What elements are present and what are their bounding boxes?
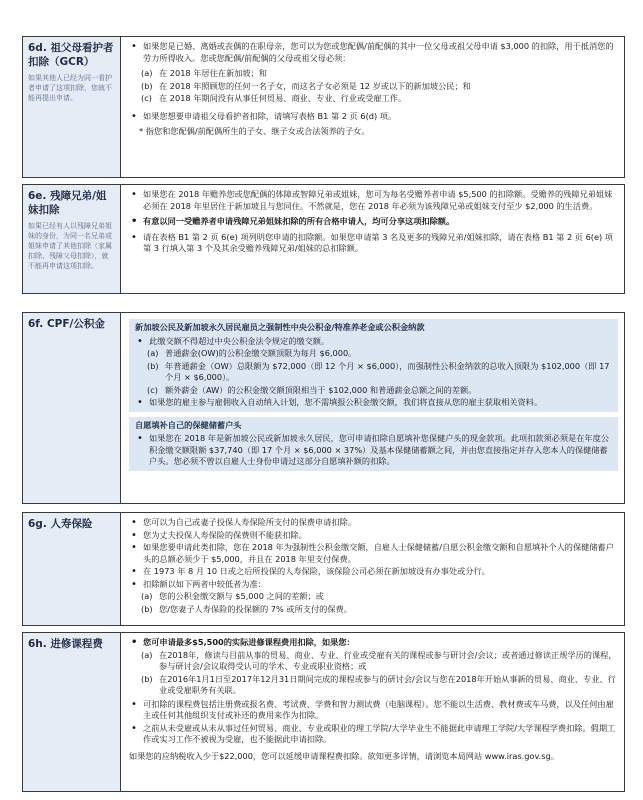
cpf-sub-b — [135, 361, 613, 384]
condition-label: (c) — [141, 93, 152, 103]
section-6g-body — [129, 517, 618, 616]
condition-label: (a) — [141, 68, 153, 78]
section-6e-handicapped-sibling-relief — [22, 184, 625, 294]
cpf-mandatory-contributions-box — [129, 319, 618, 412]
section-6g-bullet-4: • 在 1973 年 8 月 10 日或之后所投保的人寿保险，该保险公司必须在新加坡设有办事处或分行。 — [129, 566, 618, 578]
section-6g-bullet-3: • 如果您要申请此类扣除，您在 2018 年为强制性公积金缴交额，自雇人士保健储蓄/自愿公积金缴交额和自愿填补个人的保健储蓄户头的总额必须少于 $5,000，并且在 2018 年里支付保费。 — [129, 542, 618, 565]
section-6d-header-cell — [23, 37, 121, 177]
section-6h-header-cell — [23, 633, 121, 791]
section-6h-sub-b — [129, 674, 618, 697]
section-6e-bullet-3: • 请在表格 B1 第 2 页 6(e) 项列明您申请的扣除额。如果您申请第 3 名及更多的残障兄弟/姐妹扣除，请在表格 B1 第 2 页 6(e) 项第 3 行填入第 3 个及其余受赡养残障兄弟/姐妹的总扣除额。 — [129, 232, 618, 255]
sub-label: (a) — [141, 649, 153, 660]
sub-text: 在2016年1月1日至2017年12月31日期间完成的课程或参与的研讨会/会议与您在2018年开始从事新的贸易、商业、专业、行业或受雇职务有关联。 — [159, 673, 616, 695]
section-6g-title: 6g. 人寿保险 — [28, 518, 93, 530]
medisave-box-title: 自愿填补自己的保健储蓄户头 — [135, 419, 242, 430]
section-6e-title: 6e. 残障兄弟/姐妹扣除 — [28, 190, 107, 216]
cpf-sub-a — [135, 348, 613, 360]
cpf-box-bullet-1: • 此缴交额不得超过中央公积金法令规定的缴交额。 — [135, 336, 613, 348]
section-6f-title: 6f. CPF/公积金 — [28, 318, 105, 330]
cpf-box-bullet-2: • 如果您的雇主参与雇佣收入自动纳入计划，您不需填报公积金缴交额，我们将直接从您的雇主获取相关资料。 — [135, 397, 613, 409]
section-6g-life-insurance — [22, 512, 625, 626]
sub-label: (b) — [141, 603, 153, 614]
section-6d-body — [129, 41, 618, 142]
section-6f-header-cell — [23, 313, 121, 503]
condition-text: 在 2018 年照顾您的任何一名子女，而这名子女必须是 12 岁或以下的新加坡公民；和 — [159, 80, 471, 91]
section-6d-note: 如果其他人已经为同一看护者申请了这项扣除，您就不能再提出申请。 — [28, 74, 112, 102]
condition-label: (b) — [141, 80, 153, 91]
cpf-sub-c — [135, 385, 613, 397]
section-6g-header-cell — [23, 513, 121, 625]
section-6d-title: 6d. 祖父母看护者扣除（GCR） — [28, 42, 114, 68]
section-6h-sub-a — [129, 650, 618, 673]
sub-label: (a) — [141, 591, 153, 601]
sub-text: 年普通薪金（OW）总限额为 $72,000（即 12 个月 × $6,000），而强制性公积金纳款的总收入顶限为 $102,000（即 17 个月 × $6,000）。 — [165, 360, 610, 382]
section-6d-condition-a — [129, 68, 618, 80]
section-6g-bullet-1: • 您可以为自己或妻子投保人寿保险所支付的保费申请扣除。 — [129, 517, 618, 529]
section-6d-condition-c — [129, 93, 618, 105]
medisave-top-up-box — [129, 417, 618, 471]
section-6d-condition-b — [129, 81, 618, 93]
section-6d-intro: • 如果您是已婚、离婚或丧偶的在职母亲，您可以为您或您配偶/前配偶的其中一位父母或祖父母申请 $3,000 的扣除，用于抵消您的劳力所得收入。您或您配偶/前配偶的父母或祖父母必须： — [129, 41, 618, 64]
section-6h-title: 6h. 进修课程费 — [28, 638, 103, 650]
section-6e-body — [129, 189, 618, 259]
section-6f-body — [129, 319, 618, 474]
cpf-box-title: 新加坡公民及新加坡永久居民雇员之强制性中央公积金/特准养老金或公积金纳款 — [135, 322, 425, 332]
section-6h-bullet-3: • 之前从未受雇或从未从事过任何贸易、商业、专业或职业的理工学院/大学毕业生不能据此申请理工学院/大学课程学费扣除。假期工作或实习工作不被视为受雇，也不能据此申请扣除。 — [129, 723, 618, 746]
section-6e-bullet-2: • 有意以同一受赡养者申请残障兄弟姐妹扣除的所有合格申请人，均可分享这项扣除额。 — [129, 216, 618, 228]
section-6h-bullet-2: • 可扣除的课程费包括注册费或报名费、考试费、学费和智力测试费（电脑课程）。您不能以生活费、教材费或车马费，以及任何由雇主或任何其他组织支付或补还的费用来作为扣除。 — [129, 699, 618, 722]
section-6e-bullet-1: • 如果您在 2018 年赡养您或您配偶的体障或智障兄弟或姐妹，您可为每名受赡养者申请 $5,500 的扣除额。受赡养的残障兄弟姐妹必须在 2018 年里居住于新加坡且与您同住。不然就是，您在 2018 年必须为该残障兄弟或姐妹支付至少 $2,000 的生活费。 — [129, 189, 618, 212]
section-6d-footnote: * 指您和您配偶/前配偶所生的子女、继子女或合法领养的子女。 — [139, 126, 370, 136]
sub-label: (b) — [141, 673, 153, 684]
condition-text: 在 2018 年居住在新加坡；和 — [159, 68, 267, 78]
section-6h-course-fees — [22, 632, 625, 792]
section-6h-bullet-1: • 您可申请最多$5,500的实际进修课程费用扣除，如果您： — [129, 637, 618, 649]
sub-label: (c) — [147, 384, 158, 395]
section-6h-body — [129, 637, 618, 766]
section-6g-bullet-2: • 您为丈夫投保人寿保险的保费则不能获扣除。 — [129, 530, 618, 542]
sub-text: 您的公积金缴交额与 $5,000 之间的差额；或 — [159, 591, 324, 601]
section-6f-cpf — [22, 312, 625, 504]
section-6g-sub-b — [129, 604, 618, 616]
sub-label: (a) — [147, 348, 159, 358]
sub-text: 您/您妻子人寿保险的投保额的 7% 或所支付的保费。 — [159, 603, 352, 614]
sub-label: (b) — [147, 360, 159, 371]
section-6e-header-cell — [23, 185, 121, 293]
sub-text: 额外薪金（AW）的公积金缴交额顶限相当于 $102,000 和普通薪金总额之间的差额。 — [165, 384, 477, 395]
section-6d-form-instruction: • 如果您想要申请祖父母看护者扣除，请填写表格 B1 第 2 页 6(d) 项。 — [129, 111, 618, 123]
sub-text: 普通薪金(OW)的公积金缴交额顶限为每月 $6,000。 — [165, 348, 357, 358]
sub-text: 在2018年，修读与目前从事的贸易、商业、专业、行业或受雇有关的课程或参与研讨会/会议；或者通过修读正规学历的课程，参与研讨会/会议取得受认可的学术、专业或职业资格；或 — [159, 649, 617, 671]
section-6d-grandparent-caregiver-relief — [22, 36, 625, 178]
medisave-box-bullet: • 如果您在 2018 年是新加坡公民或新加坡永久居民，您可申请扣除自愿填补您保健户头的现金款项。此项扣款须必须是在年度公积金缴交额限额 $37,740（即 17 个月 × $6,000 × 37%）及基本保健储蓄额之间，并由您直接指定并存入您本人的保健储蓄户头。您必须不曾以自雇人士身份申请过这部分自愿填补额的扣除。 — [135, 433, 613, 468]
section-6g-bullet-5: • 扣除额以如下两者中较低者为准： — [129, 579, 618, 591]
section-6e-note: 如果已经有人以残障兄弟姐妹的身份，为同一名兄弟或姐妹申请了其他扣除（家属扣除、残障父母扣除），就不能再申请这项扣除。 — [28, 222, 112, 270]
condition-text: 在 2018 年期间没有从事任何贸易、商业、专业、行业或受雇工作。 — [159, 93, 407, 103]
section-6h-footer: 如果您的应纳税收入少于$22,000，您可以延缓申请课程费扣除。欲知更多详情，请浏览本局网站 www.iras.gov.sg。 — [129, 750, 559, 761]
section-6g-sub-a — [129, 591, 618, 603]
